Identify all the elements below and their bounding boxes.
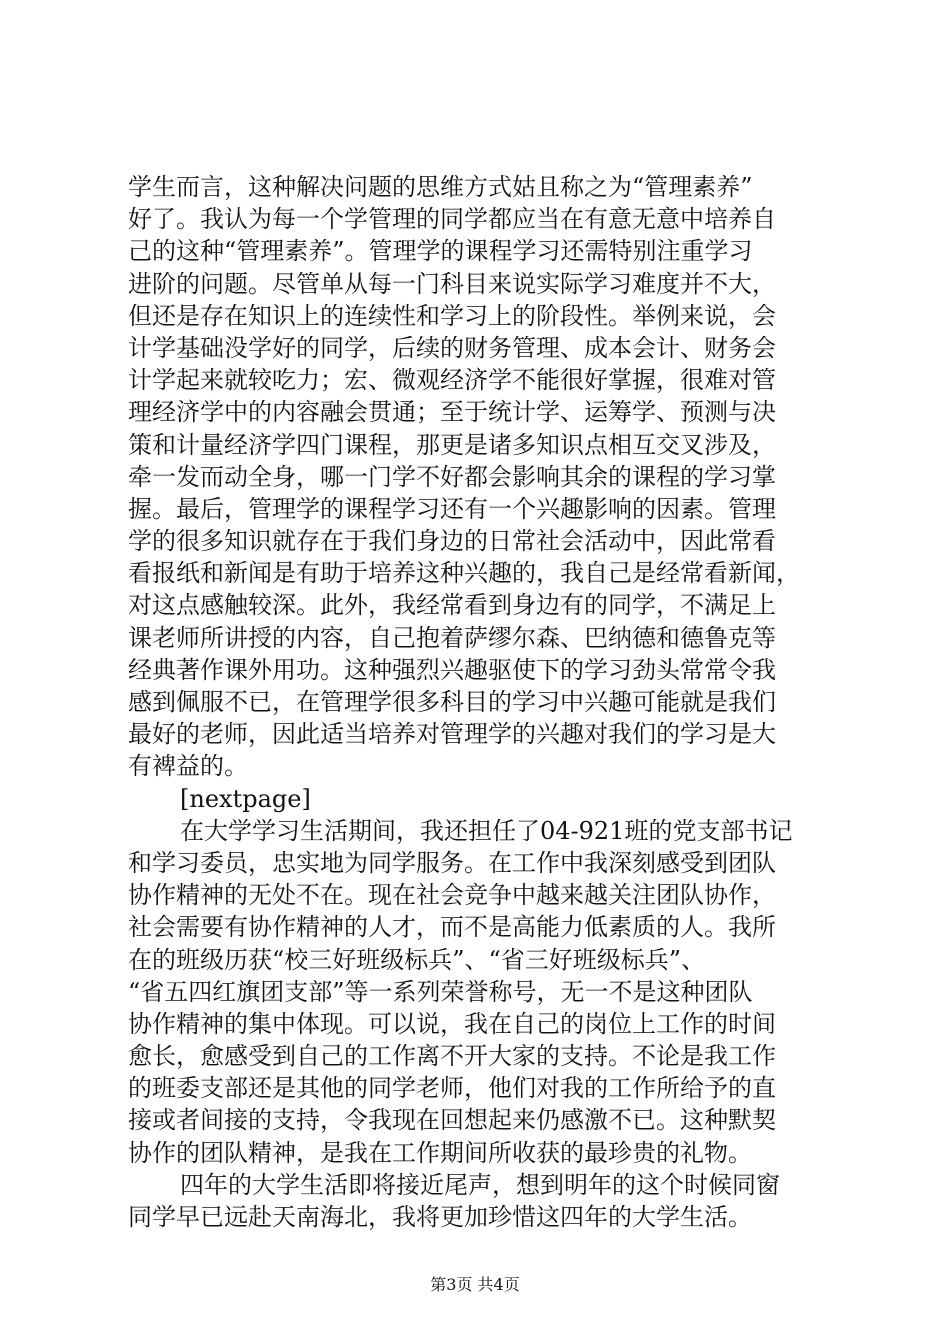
text-line: 看报纸和新闻是有助于培养这种兴趣的，我自己是经常看新闻，: [128, 559, 800, 588]
text-line: 接或者间接的支持，令我现在回想起来仍感激不已。这种默契: [128, 1106, 776, 1135]
text-line: “省五四红旗团支部”等一系列荣誉称号，无一不是这种团队: [128, 977, 753, 1006]
text-line: 策和计量经济学四门课程，那更是诸多知识点相互交叉涉及，: [128, 430, 776, 459]
page-footer: 第3页 共4页: [430, 1275, 520, 1294]
text-line: 对这点感触较深。此外，我经常看到身边有的同学，不满足上: [128, 591, 776, 620]
text-line: 己的这种“管理素养”。管理学的课程学习还需特别注重学习: [128, 237, 753, 266]
text-line: 感到佩服不已，在管理学很多科目的学习中兴趣可能就是我们: [128, 688, 776, 716]
text-line: 愈长，愈感受到自己的工作离不开大家的支持。不论是我工作: [128, 1042, 776, 1071]
text-line: 的班委支部还是其他的同学老师，他们对我的工作所给予的直: [128, 1074, 776, 1103]
text-line: 最好的老师，因此适当培养对管理学的兴趣对我们的学习是大: [128, 720, 776, 749]
text-line: 有裨益的。: [128, 752, 248, 781]
page-break-marker: [nextpage]: [180, 784, 311, 813]
body-text: [128, 171, 830, 1233]
text-line: 课老师所讲授的内容，自己抱着萨缪尔森、巴纳德和德鲁克等: [128, 623, 776, 652]
text-line: 好了。我认为每一个学管理的同学都应当在有意无意中培养自: [128, 205, 776, 234]
text-line: 协作精神的无处不在。现在社会竞争中越来越关注团队协作，: [128, 881, 776, 910]
text-line: 经典著作课外用功。这种强烈兴趣驱使下的学习劲头常常令我: [128, 655, 776, 684]
paragraph-start-line: 四年的大学生活即将接近尾声，想到明年的这个时候同窗: [180, 1170, 780, 1199]
text-line: 握。最后，管理学的课程学习还有一个兴趣影响的因素。管理: [128, 494, 776, 523]
paragraph-start-line: 在大学学习生活期间，我还担任了04-921班的党支部书记: [180, 816, 793, 845]
text-line: 在的班级历获“校三好班级标兵”、“省三好班级标兵”、: [128, 945, 706, 974]
text-line: 牵一发而动全身，哪一门学不好都会影响其余的课程的学习掌: [128, 462, 776, 491]
text-line: 计学起来就较吃力；宏、微观经济学不能很好掌握，很难对管: [128, 366, 776, 395]
text-line: 协作的团队精神，是我在工作期间所收获的最珍贵的礼物。: [128, 1138, 752, 1167]
text-line: 学的很多知识就存在于我们身边的日常社会活动中，因此常看: [128, 527, 776, 556]
text-line: 学生而言，这种解决问题的思维方式姑且称之为“管理素养”: [128, 173, 753, 201]
text-line: 理经济学中的内容融会贯通；至于统计学、运筹学、预测与决: [128, 398, 776, 427]
text-line: 同学早已远赴天南海北，我将更加珍惜这四年的大学生活。: [128, 1203, 752, 1231]
text-line: 社会需要有协作精神的人才，而不是高能力低素质的人。我所: [128, 913, 776, 942]
text-line: 计学基础没学好的同学，后续的财务管理、成本会计、财务会: [128, 333, 776, 362]
text-line: 和学习委员，忠实地为同学服务。在工作中我深刻感受到团队: [128, 848, 776, 877]
text-line: 进阶的问题。尽管单从每一门科目来说实际学习难度并不大，: [128, 269, 776, 298]
text-line: 协作精神的集中体现。可以说，我在自己的岗位上工作的时间: [128, 1009, 776, 1038]
text-line: 但还是存在知识上的连续性和学习上的阶段性。举例来说，会: [128, 301, 776, 330]
